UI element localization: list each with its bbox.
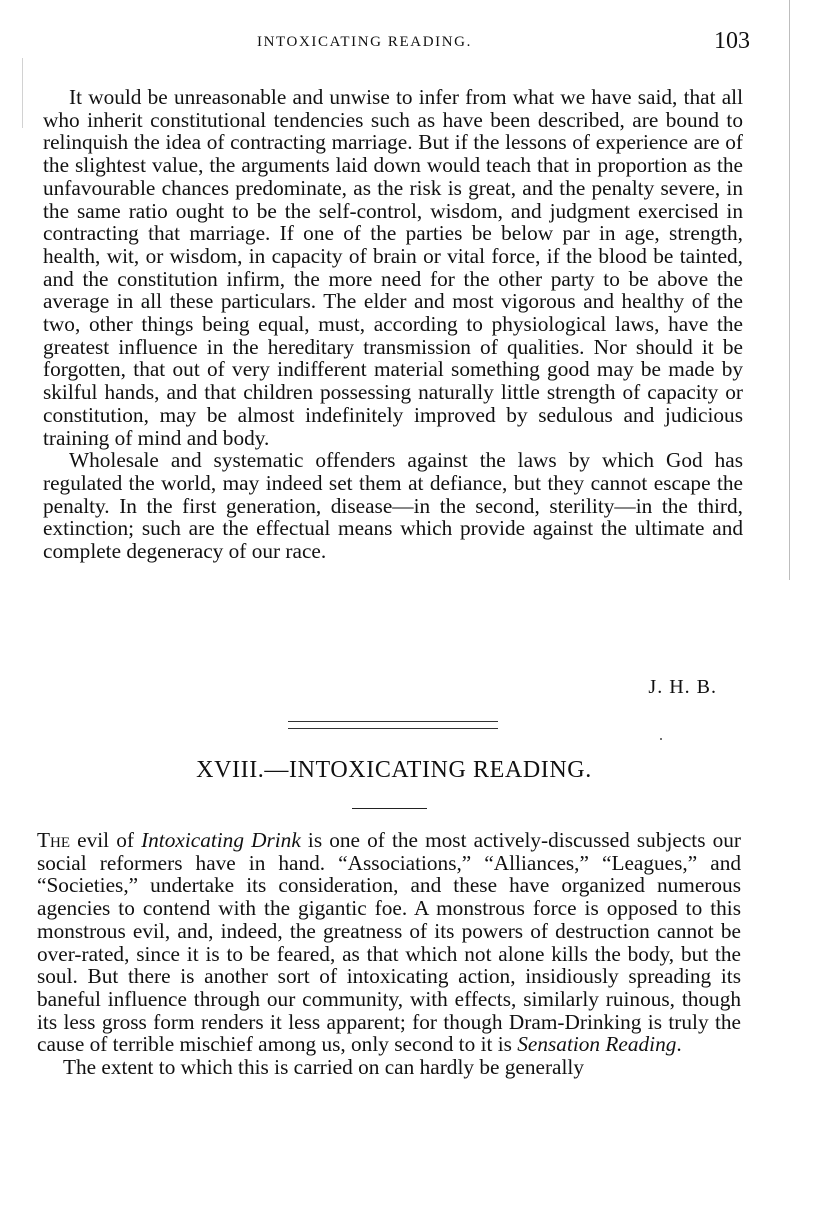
emphasis: Intoxicating Drink [141, 828, 301, 852]
section-divider-rule [288, 728, 498, 729]
text-run: evil of [70, 828, 142, 852]
text-run: . [676, 1032, 682, 1057]
page-gutter-line [22, 58, 23, 128]
paragraph: It would be unreasonable and unwise to infer from what we have said, that all who inherit constitutional tendencies such as have been described, are bound to relinquish the idea of contracting marriage. But if the lessons of experience are of the slightest value, the arguments laid down would teach that in proportion as the unfavourable chances predominate, as the risk is great, and the penalty severe, in the same ratio ought to be the self-control, wisdom, and judgment exercised in contracting that marriage. If one of the parties be below par in age, strength, health, wit, or wisdom, in capacity of brain or vital force, if the blood be tainted, and the constitution infirm, the more need for the other party to be above the average in all these particulars. The elder and most vigorous and healthy of the two, other things being equal, must, according to physiological laws, have the greatest influence in the hereditary transmission of qualities. Nor should it be forgotten, that out of very indifferent material something good may be made by skilful hands, and that children possessing naturally little strength of capacity or constitution, may be almost indefinitely improved by sedulous and judicious training of mind and body. [43, 85, 743, 450]
author-signature: J. H. B. [648, 676, 717, 698]
article-body [37, 829, 741, 1079]
page-number: 103 [714, 28, 750, 54]
paragraph: Wholesale and systematic offenders against the laws by which God has regulated the world, may indeed set them at defiance, but they cannot escape the penalty. In the first generation, disease—in the second, sterility—in the third, extinction; such are the effectual means which provide against the ultimate and complete degeneracy of our race. [43, 448, 743, 564]
opening-word: The [37, 828, 71, 852]
title-underline-rule [352, 808, 427, 809]
section-divider-rule [288, 721, 498, 722]
previous-article-body [43, 86, 743, 563]
emphasis: Sensation Reading [517, 1032, 677, 1057]
page-edge-line [789, 0, 790, 580]
paragraph: The extent to which this is carried on can hardly be generally [63, 1055, 584, 1080]
section-title: XVIII.—INTOXICATING READING. [196, 757, 592, 783]
text-run: is one of the most actively-discussed subjects our social reformers have in hand. “Associations,” “Alliances,” “Leagues,” and “Societies,” undertake its consideration, and these have organized numerous agencies to contend with the gigantic foe. A monstrous force is opposed to this monstrous evil, and, indeed, the greatness of its powers of destruction cannot be over-rated, since it is to be feared, as that which not alone kills the body, but the soul. But there is another sort of intoxicating action, insidiously spreading its baneful influence through our community, with effects, similarly ruinous, though its less gross form renders it less apparent; for though Dram-Drinking is truly the cause of terrible mischief among us, only second to it is [37, 828, 742, 1057]
running-head: INTOXICATING READING. [257, 34, 472, 50]
ink-speck [660, 738, 662, 740]
paragraph [37, 829, 741, 1056]
